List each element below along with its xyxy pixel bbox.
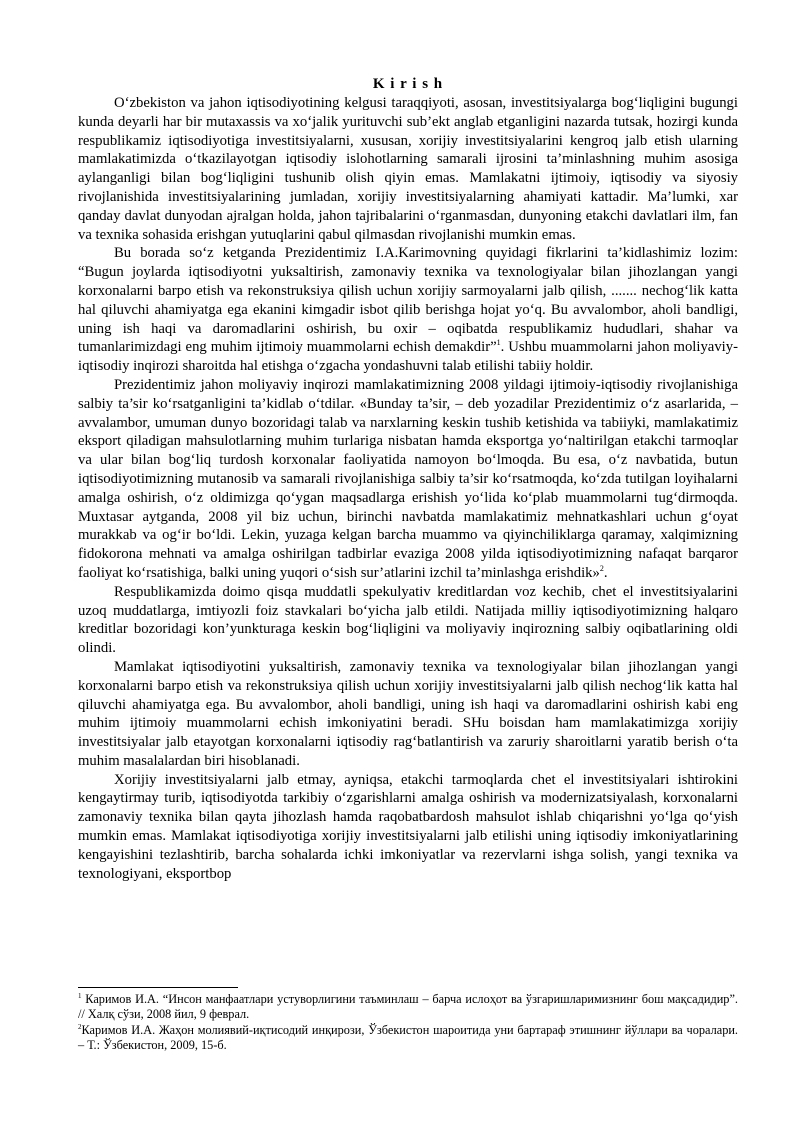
footnote-ref-2: 2 (599, 564, 604, 574)
paragraph-text: Respublikamizda doimo qisqa muddatli spekulyativ kreditlardan voz kechib, chet el investitsiyalarini uzoq muddatlarga, imtiyozli foiz stavkalari bo‘yicha jalb etildi. Natijada milliy iqtisodiyotimizning halqaro kreditlar bozoridagi kon’yunkturaga keskin bog‘liqligini va moliyaviy inqirozning salbiy oqibatlarining oldi olindi. (78, 583, 738, 657)
footnote-number: 2 (78, 1022, 82, 1031)
footnote-text: Каримов И.А. “Инсон манфаатлари устуворлигини таъминлаш – барча ислоҳот ва ўзгаришларимизнинг бош мақсадидир”. // Халқ сўзи, 2008 йил, 9 феврал. (78, 992, 738, 1022)
paragraph-text: Xorijiy investitsiyalarni jalb etmay, ayniqsa, etakchi tarmoqlarda chet el investitsiyalari ishtirokini kengaytirmay turib, iqtisodiyotda tarkibiy o‘zgarishlarni amalga oshirish va modernizatsiyalash, korxonalarni zamonaviy texnika bilan qayta jihozlash hamda raqobatbardosh mahsulot ishlab chiqarishni yo‘lga qo‘yish mumkin emas. Mamlakat iqtisodiyotiga xorijiy investitsiyalarni jalb etilishi uning iqtisodiy imkoniyatlarining kengayishini tezlashtirib, barcha sohalarda ichki imkoniyatlar va rezervlarni ishga solish, yangi texnika va texnologiyani, eksportbop (78, 771, 738, 882)
footnote-number: 1 (78, 991, 82, 1000)
footnote-ref-1: 1 (496, 338, 501, 348)
paragraph-2 (78, 244, 738, 376)
footnote-1 (78, 992, 738, 1023)
paragraph-tail: . (603, 564, 608, 581)
footnotes (78, 992, 738, 1054)
paragraph-text: O‘zbekiston va jahon iqtisodiyotining kelgusi taraqqiyoti, asosan, investitsiyalarga bog‘liqligini bugungi kunda deyarli har bir mutaxassis va xo‘jalik yurituvchi sub’ekt anglab etganligini nazarda tutsak, hozirgi kunda respublikamiz iqtisodiyotiga investitsiyalarni, xususan, xorijiy investitsiyalarini kengroq jalb etish ularning mamlakatimizda o‘tkazilayotgan iqtisodiy islohotlarning samarali ijrosini ta’minlashning muhim asosiga aylanganligi bilan bog‘liqligini tushunib olish qiyin emas. Mamlakatni ijtimoiy, iqtisodiy va siyosiy rivojlanishida investitsiyalarining jumladan, xorijiy investitsiyalarning ahamiyati kattadir. Ma’lumki, xar qanday davlat dunyodan ajralgan holda, jahon tajribalarini o‘rganmasdan, dunyoning etakchi davlatlari ilm, fan va texnika sohasida erishgan yutuqlarini qabul qilmasdan rivojlanishi mumkin emas. (78, 95, 738, 243)
footnote-text: Каримов И.А. Жаҳон молиявий-иқтисодий инқирози, Ўзбекистон шароитида уни бартараф этишнинг йўллари ва чоралари. – Т.: Ўзбекистон, 2009, 15-б. (78, 1022, 738, 1053)
paragraph-text: Prezidentimiz jahon moliyaviy inqirozi mamlakatimizning 2008 yildagi ijtimoiy-iqtisodiy rivojlanishiga salbiy ta’sir ko‘rsatganligini ta’kidlab o‘tdilar. «Bunday ta’sir, – deb yozadilar Prezidentimiz o‘z asarlarida, – avvalambor, umuman dunyo bozoridagi talab va narxlarning keskin tushib ketishida va tabiiyki, mamlakatimiz eksport qiladigan mahsulotlarning muhim turlariga nisbatan hamda eksportga yo‘naltirilgan etakchi tarmoqlar va ular bilan bog‘liq turdosh korxonalar faoliyatida namoyon bo‘lmoqda. Bu esa, o‘z navbatida, butun iqtisodiyotimizning mutanosib va samarali rivojlanishiga salbiy ta’sir ko‘rsatmoqda, ko‘zda tutilgan loyihalarni amalga oshirish, o‘z oldimizga qo‘ygan maqsadlarga erishish yo‘lida ko‘plab muammolarni tug‘dirmoqda. Muxtasar aytganda, 2008 yil biz uchun, birinchi navbatda mamlakatimiz mehnatkashlari uchun g‘oyat murakkab va og‘ir bo‘ldi. Lekin, yuzaga kelgan barcha muammo va qiyinchiliklarga qaramay, xalqimizning fidokorona mehnati va amalga oshirilgan tadbirlar evaziga 2008 yilda iqtisodiyotimizning nafaqat barqaror faoliyat ko‘rsatishiga, balki uning yuqori o‘sish sur’atlarini izchil ta’minlashga erishdik» (78, 376, 738, 581)
paragraph-6 (78, 771, 738, 884)
paragraph-1 (78, 94, 738, 244)
body-text (78, 94, 738, 883)
section-heading: K i r i s h (372, 76, 444, 92)
paragraph-text: Mamlakat iqtisodiyotini yuksaltirish, zamonaviy texnika va texnologiyalar bilan jihozlangan yangi korxonalarni barpo etish va rekonstruksiya qilish uchun xorijiy investitsiyalarni jalb qilish nechog‘lik katta hal qiluvchi ahamiyatga ega. Bu avvalombor, aholi bandligi, uning ish haqi va daromadlarini oshirish kabi eng muhim ijtimoiy muammolarni echish imkoniyatini beradi. SHu boisdan ham mamlakatimizga xorijiy investitsiyalar jalb etayotgan korxonalarni iqtisodiy rag‘batlantirish va zaruriy sharoitlarni yaratib berish o‘ta muhim masalalardan biri hisoblanadi. (78, 658, 738, 769)
footnote-2 (78, 1023, 738, 1054)
paragraph-5 (78, 658, 738, 771)
paragraph-3 (78, 376, 738, 583)
paragraph-4 (78, 583, 738, 658)
footnote-divider (78, 987, 238, 988)
paragraph-text: Bu borada so‘z ketganda Prezidentimiz I.A.Karimovning quyidagi fikrlarini ta’kidlashimiz lozim: “Bugun joylarda iqtisodiyotni yuksaltirish, zamonaviy texnika va texnologiyalar bilan jihozlangan yangi korxonalarni barpo etish va rekonstruksiya qilish uchun xorijiy sarmoyalarni jalb qilish, ....... nechog‘lik katta hal qiluvchi ahamiyatga ega ekanini kimgadir isbot qilib berishga hojat yo‘q. Bu avvalombor, aholi bandligi, uning ish haqi va daromadlarini oshirish, bu oxir – oqibatda respublikamiz hududlari, shahar va tumanlarimizdagi eng muhim ijtimoiy muammolarni echish demakdir” (78, 245, 738, 356)
paragraph-tail: . Ushbu muammolarni jahon moliyaviy-iqtisodiy inqirozi sharoitda hal etishga o‘zgacha yondashuvni talab etilishi tabiiy holdir. (78, 339, 738, 375)
